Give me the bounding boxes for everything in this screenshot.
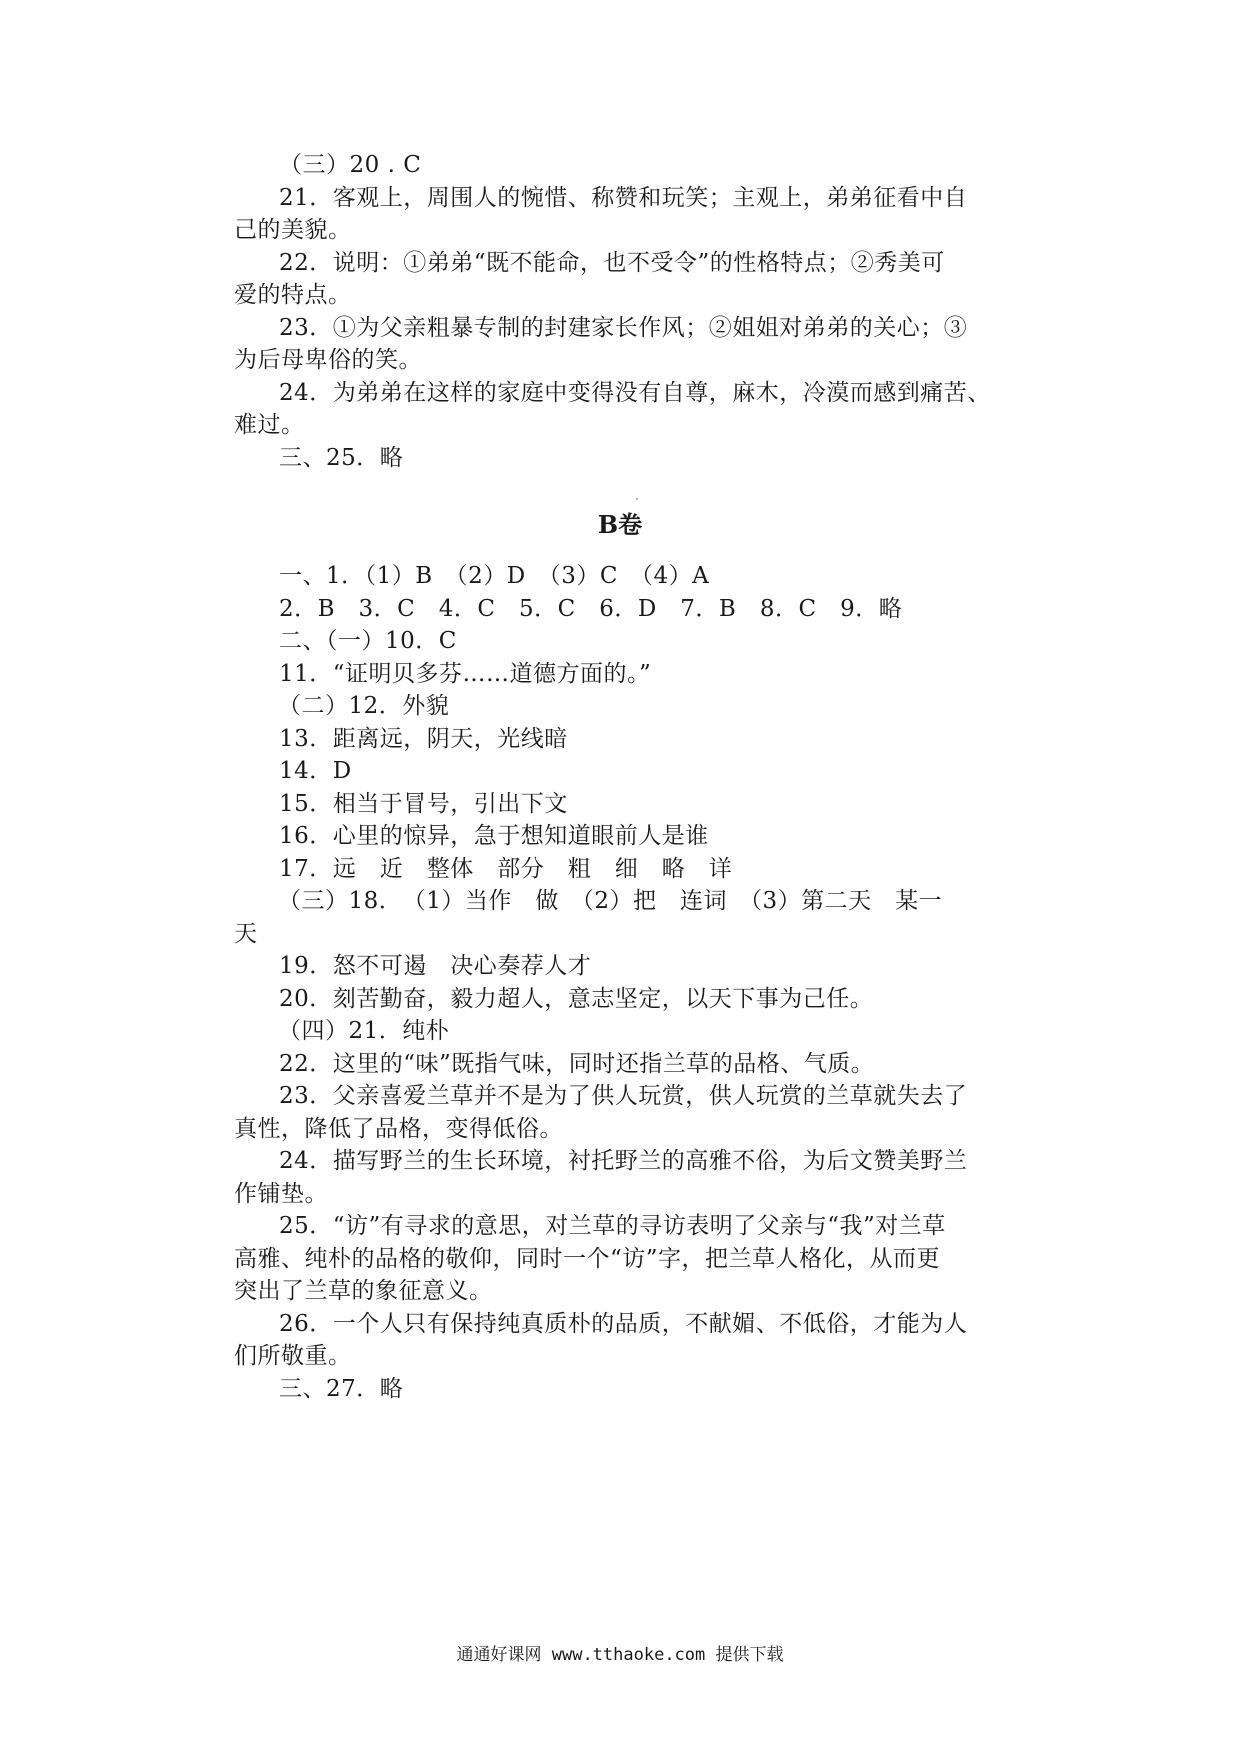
answer-line-b15: 22．这里的“味”既指气味，同时还指兰草的品格、气质。	[279, 1050, 875, 1077]
answer-line-b4: 11．“证明贝多芬……道德方面的。”	[279, 660, 652, 687]
answer-line-b3: 二、（一）10．C	[279, 628, 457, 654]
answer-line-b18-cont2: 突出了兰草的象征意义。	[234, 1278, 493, 1304]
answer-line-b20: 三、27．略	[279, 1375, 404, 1402]
answer-line-b7: 14．D	[279, 758, 352, 784]
answer-section-b	[234, 560, 1014, 1405]
answer-line-b12: 19．怒不可遏 决心奏荐人才	[279, 953, 592, 979]
answer-line-b14: （四）21．纯朴	[278, 1018, 450, 1044]
answer-line-22-cont: 爱的特点。	[234, 282, 352, 308]
answer-line-b2: 2．B 3．C 4．C 5．C 6．D 7．B 8．C 9．略	[279, 595, 903, 622]
answer-line-25: 三、25．略	[279, 444, 404, 471]
answer-line-b18-cont1: 高雅、纯朴的品格的敬仰，同时一个“访”字，把兰草人格化，从而更	[234, 1245, 941, 1272]
answer-line-b19: 26．一个人只有保持纯真质朴的品质，不献媚、不低俗，才能为人	[279, 1310, 968, 1337]
answer-section-a	[234, 149, 1014, 474]
answer-line-20: （三）20 . C	[279, 152, 422, 178]
answer-line-b10: 17．远 近 整体 部分 粗 细 略 详	[279, 855, 733, 882]
answer-line-23: 23．①为父亲粗暴专制的封建家长作风；②姐姐对弟弟的关心；③	[279, 314, 968, 341]
answer-line-b1: 一、1．（1）B （2）D （3）C （4）A	[279, 563, 710, 589]
answer-line-b11: （三）18． （1）当作 做 （2）把 连词 （3）第二天 某一	[278, 888, 943, 914]
answer-line-24: 24．为弟弟在这样的家庭中变得没有自尊，麻木，冷漠而感到痛苦、	[279, 379, 991, 406]
answer-line-b18: 25．“访”有寻求的意思，对兰草的寻访表明了父亲与“我”对兰草	[279, 1213, 946, 1239]
answer-line-b19-cont: 们所敬重。	[234, 1343, 352, 1369]
answer-line-b17: 24．描写野兰的生长环境，衬托野兰的高雅不俗，为后文赞美野兰	[279, 1148, 968, 1174]
answer-line-21-cont: 己的美貌。	[234, 217, 352, 243]
answer-line-b9: 16．心里的惊异，急于想知道眼前人是谁	[279, 823, 709, 849]
scan-dot	[636, 498, 638, 500]
footer-download-note: 通通好课网 www.tthaoke.com 提供下载	[456, 1645, 784, 1665]
answer-line-b8: 15．相当于冒号，引出下文	[279, 790, 568, 817]
answer-line-b13: 20．刻苦勤奋，毅力超人，意志坚定，以天下事为己任。	[279, 985, 874, 1012]
answer-line-b17-cont: 作铺垫。	[234, 1180, 328, 1207]
answer-line-b6: 13．距离远，阴天，光线暗	[279, 725, 568, 752]
answer-line-24-cont: 难过。	[234, 412, 305, 438]
answer-line-b5: （二）12．外貌	[278, 693, 450, 719]
answer-line-b16-cont: 真性，降低了品格，变得低俗。	[234, 1115, 563, 1142]
answer-line-b16: 23．父亲喜爱兰草并不是为了供人玩赏，供人玩赏的兰草就失去了	[279, 1083, 968, 1109]
answer-line-23-cont: 为后母卑俗的笑。	[234, 347, 422, 373]
section-title-b: B卷	[597, 510, 643, 539]
answer-line-b11-cont: 天	[234, 920, 258, 947]
answer-line-22: 22．说明：①弟弟“既不能命，也不受令”的性格特点；②秀美可	[279, 249, 945, 276]
answer-line-21: 21．客观上，周围人的惋惜、称赞和玩笑；主观上，弟弟征看中自	[279, 184, 968, 211]
